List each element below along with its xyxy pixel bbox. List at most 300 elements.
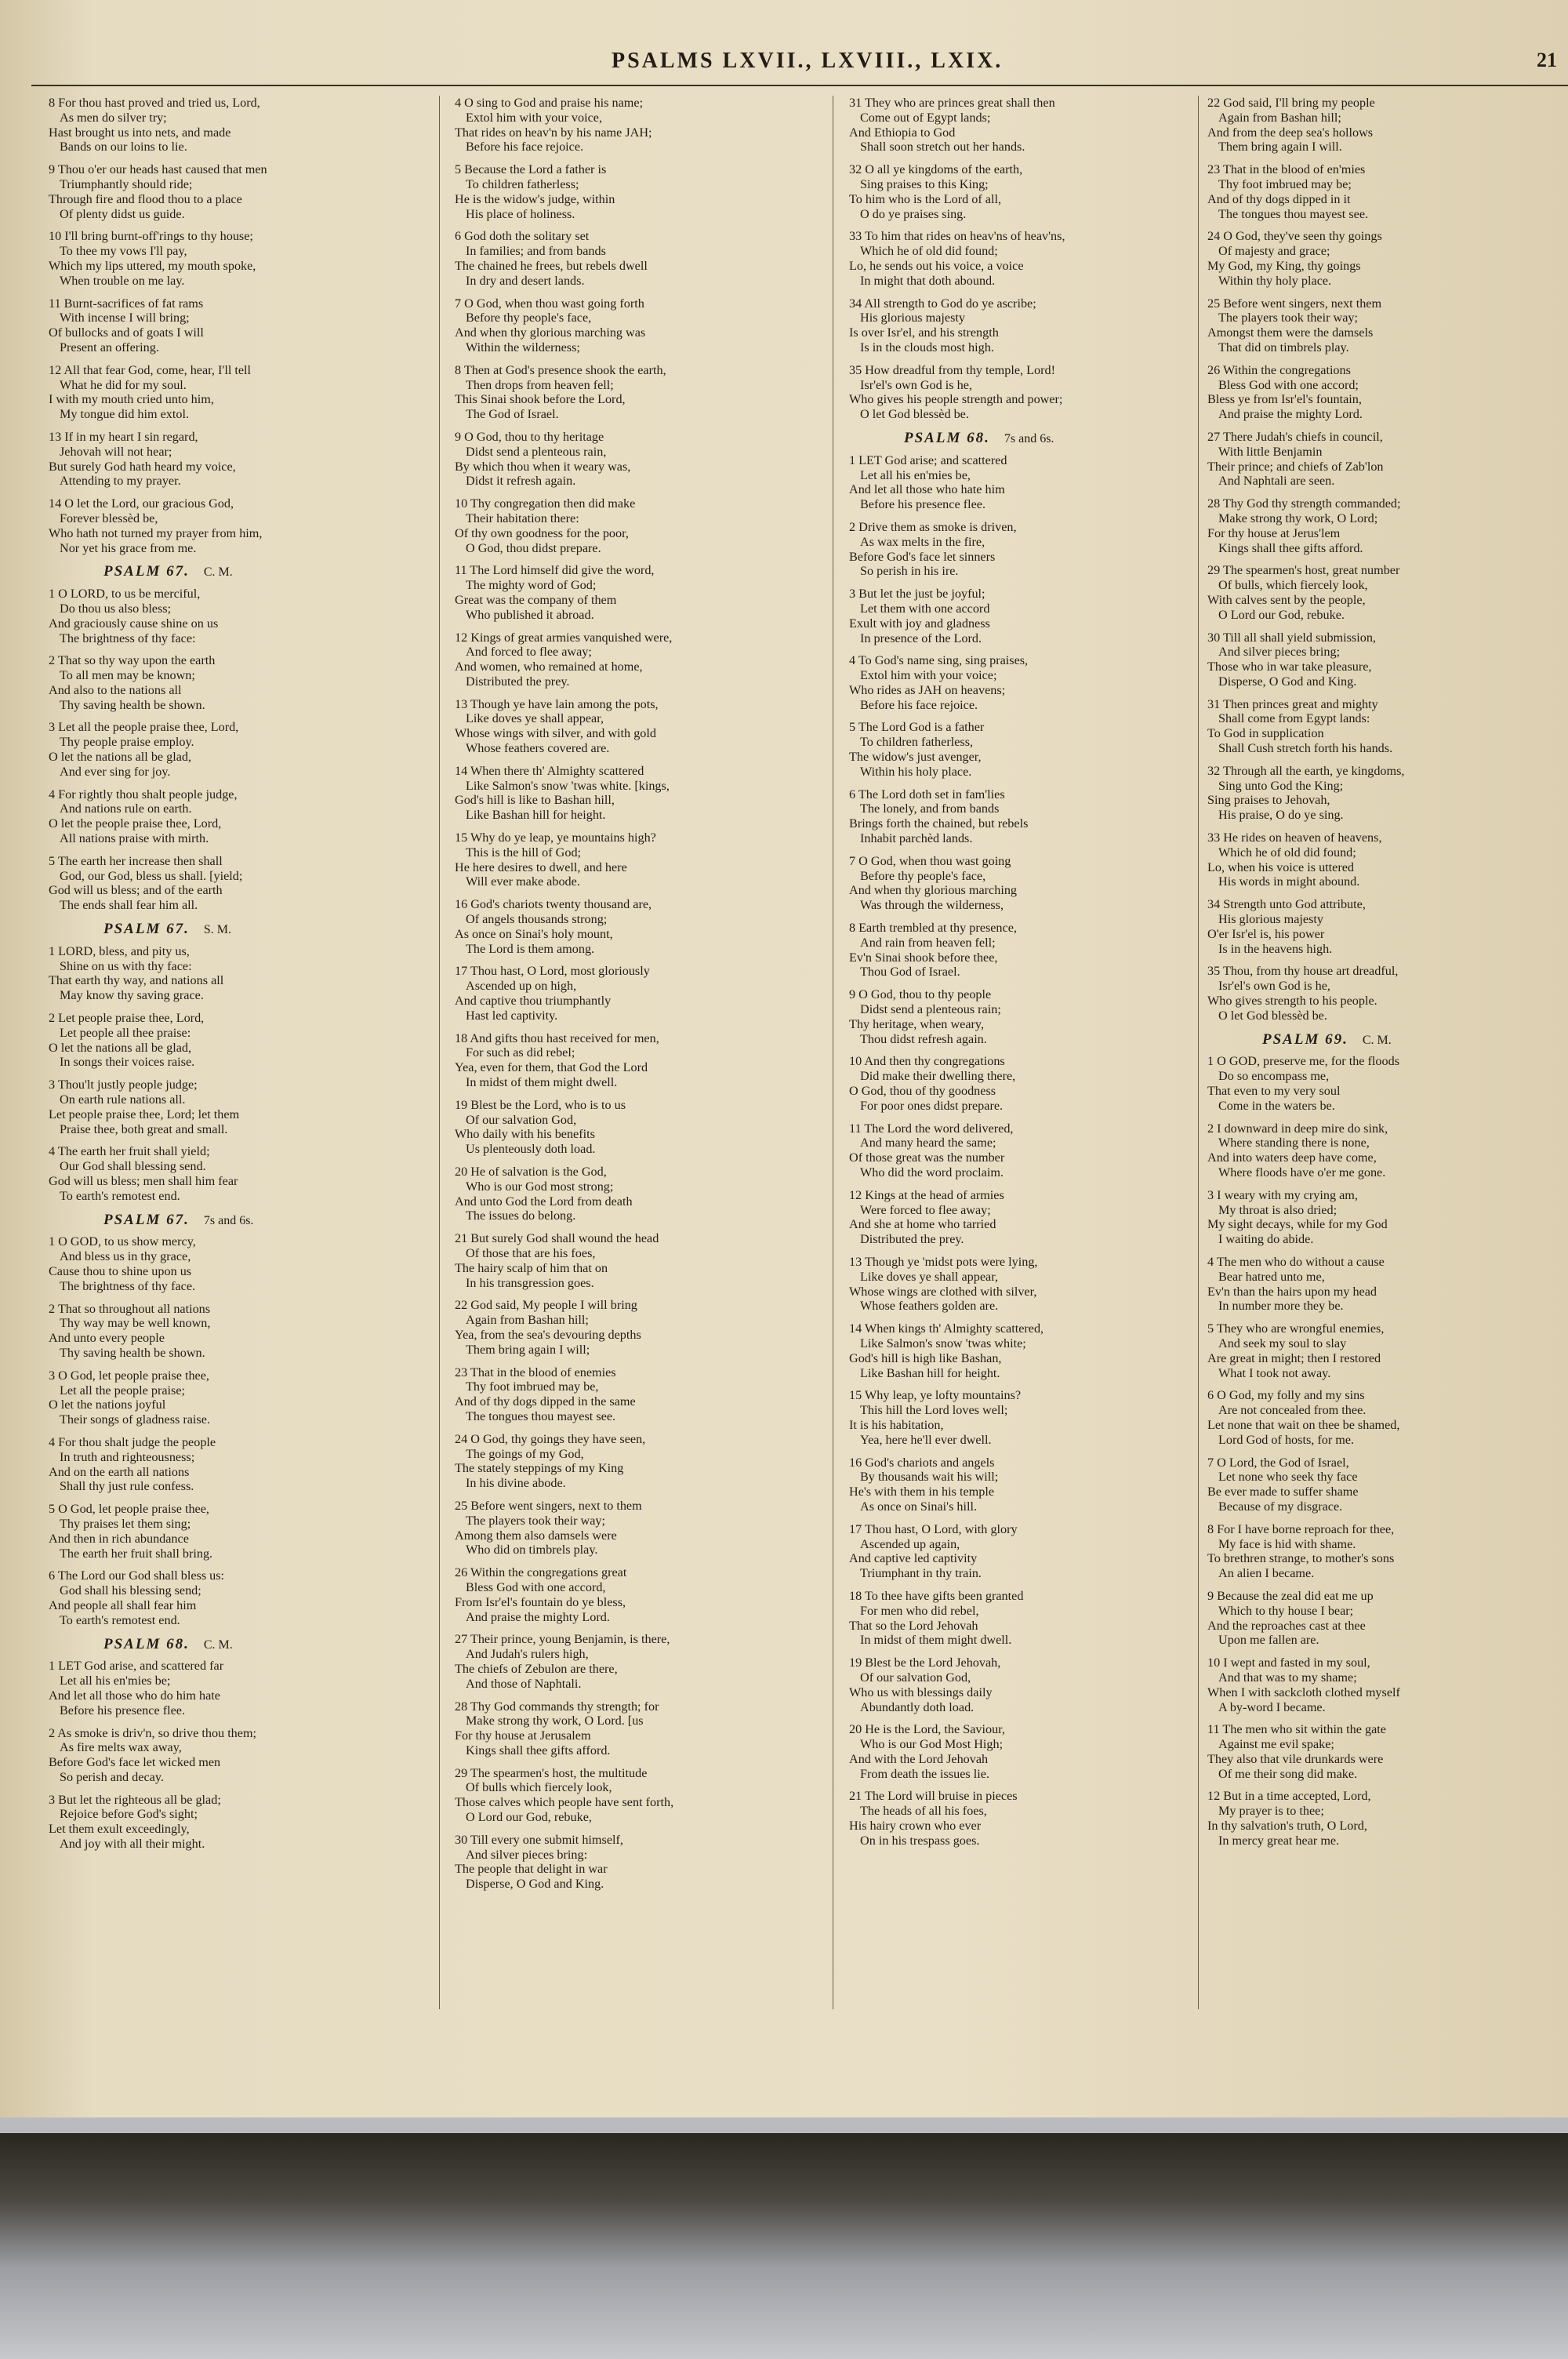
- verse-line: Before God's face let sinners: [849, 549, 996, 564]
- verse-line: And with the Lord Jehovah: [849, 1751, 989, 1766]
- psalm-heading: [1207, 1030, 1560, 1049]
- verse-line: And bless us in thy grace,: [60, 1249, 191, 1264]
- verse-line: 10 And then thy congregations: [849, 1054, 1005, 1069]
- verse-line: Of bulls which fiercely look,: [466, 1780, 612, 1795]
- verse-line: And that was to my shame;: [1218, 1670, 1357, 1685]
- verse-line: 17 Thou hast, O Lord, with glory: [849, 1521, 1018, 1536]
- verse-line: They also that vile drunkards were: [1207, 1751, 1384, 1766]
- verse-line: And nations rule on earth.: [60, 801, 192, 816]
- verse-line: The brightness of thy face:: [60, 631, 196, 645]
- verse-stanza: [1207, 964, 1560, 1023]
- verse-line: And silver pieces bring;: [1218, 645, 1341, 660]
- verse-line: Inhabit parchèd lands.: [860, 831, 973, 846]
- verse-line: And of thy dogs dipped in it: [1207, 191, 1351, 206]
- verse-line: Ev'n than the hairs upon my head: [1207, 1284, 1377, 1299]
- verse-line: 3 Let all the people praise thee, Lord,: [49, 720, 239, 735]
- verse-line: Bands on our loins to lie.: [60, 140, 187, 154]
- verse-line: That so the Lord Jehovah: [849, 1618, 978, 1633]
- verse-line: 4 O sing to God and praise his name;: [455, 96, 644, 110]
- verse-stanza: [1207, 96, 1560, 154]
- verse-line: So perish and decay.: [60, 1769, 164, 1784]
- verse-line: In songs their voices raise.: [60, 1055, 195, 1070]
- verse-line: 8 Earth trembled at thy presence,: [849, 921, 1017, 936]
- verse-line: Bless God with one accord,: [466, 1579, 606, 1594]
- verse-line: This Sinai shook before the Lord,: [455, 392, 626, 407]
- verse-line: 7 O Lord, the God of Israel,: [1207, 1455, 1349, 1470]
- verse-line: Thou God of Israel.: [860, 965, 960, 980]
- verse-stanza: [455, 1098, 808, 1157]
- verse-line: Them bring again I will.: [1218, 140, 1342, 154]
- verse-line: But surely God hath heard my voice,: [49, 459, 236, 474]
- verse-line: Whose wings are clothed with silver,: [849, 1284, 1037, 1299]
- verse-stanza: [49, 1144, 401, 1203]
- verse-stanza: [1207, 1656, 1560, 1714]
- verse-line: Present an offering.: [60, 340, 159, 354]
- verse-line: 28 Thy God thy strength commanded;: [1207, 496, 1401, 511]
- verse-line: Their habitation there:: [466, 511, 579, 525]
- verse-line: 4 For rightly thou shalt people judge,: [49, 787, 238, 801]
- verse-stanza: [1207, 1121, 1560, 1180]
- verse-line: Ascended up again,: [860, 1536, 960, 1551]
- verse-line: Whose feathers covered are.: [466, 741, 610, 756]
- verse-line: The goings of my God,: [466, 1446, 584, 1461]
- verse-line: And when thy glorious marching: [849, 883, 1018, 898]
- verse-line: Thou didst refresh again.: [860, 1031, 987, 1046]
- verse-line: To earth's remotest end.: [60, 1188, 180, 1203]
- verse-line: Come out of Egypt lands;: [860, 110, 991, 125]
- verse-line: 27 Their prince, young Benjamin, is there,: [455, 1632, 670, 1647]
- verse-line: Rejoice before God's sight;: [60, 1807, 198, 1822]
- verse-stanza: [1207, 363, 1560, 422]
- verse-line: 1 LET God arise, and scattered far: [49, 1659, 224, 1674]
- verse-line: The ends shall fear him all.: [60, 898, 198, 913]
- verse-line: Who gives his people strength and power;: [849, 392, 1063, 407]
- verse-stanza: [49, 1568, 401, 1627]
- verse-stanza: [455, 1766, 808, 1825]
- verse-stanza: [1207, 229, 1560, 288]
- verse-line: 9 Because the zeal did eat me up: [1207, 1588, 1374, 1603]
- verse-line: From death the issues lie.: [860, 1766, 989, 1781]
- column-divider: [439, 96, 440, 2009]
- verse-line: 1 LORD, bless, and pity us,: [49, 943, 190, 958]
- verse-line: What I took not away.: [1218, 1365, 1331, 1380]
- verse-line: His praise, O do ye sing.: [1218, 808, 1344, 823]
- verse-line: Didst send a plenteous rain;: [860, 1002, 1001, 1017]
- verse-line: Who is our God most strong;: [466, 1179, 614, 1194]
- verse-line: With incense I will bring;: [60, 311, 190, 325]
- verse-stanza: [849, 1188, 1202, 1247]
- verse-line: Ascended up on high,: [466, 979, 577, 994]
- verse-line: O God, thou didst prepare.: [466, 540, 601, 555]
- verse-stanza: [455, 631, 808, 689]
- verse-line: Who published it abroad.: [466, 607, 594, 622]
- verse-line: 5 The earth her increase then shall: [49, 853, 223, 868]
- verse-line: The chiefs of Zebulon are there,: [455, 1661, 618, 1676]
- verse-stanza: [849, 1522, 1202, 1581]
- verse-line: Which to thy house I bear;: [1218, 1603, 1354, 1618]
- psalm-heading: [849, 431, 1202, 447]
- verse-line: Because of my disgrace.: [1218, 1499, 1343, 1514]
- verse-line: 27 There Judah's chiefs in council,: [1207, 429, 1383, 444]
- verse-line: With calves sent by the people,: [1207, 592, 1366, 607]
- verse-line: As men do silver try;: [60, 110, 167, 125]
- verse-stanza: [49, 1302, 401, 1361]
- verse-line: Let all his en'mies be,: [860, 467, 971, 482]
- verse-line: 33 He rides on heaven of heavens,: [1207, 831, 1382, 845]
- verse-stanza: [1207, 1054, 1560, 1113]
- verse-line: He here desires to dwell, and here: [455, 860, 627, 874]
- psalm-heading: [49, 922, 401, 938]
- psalm-heading: [49, 1637, 401, 1653]
- verse-line: The stately steppings of my King: [455, 1461, 624, 1476]
- verse-line: Thy saving health be shown.: [60, 697, 205, 712]
- verse-line: 11 The Lord himself did give the word,: [455, 563, 655, 578]
- verse-line: Abundantly doth load.: [860, 1699, 975, 1714]
- verse-line: Exult with joy and gladness: [849, 616, 990, 631]
- verse-line: Didst it refresh again.: [466, 474, 576, 489]
- verse-line: God's hill is high like Bashan,: [849, 1350, 1002, 1365]
- verse-line: O do ye praises sing.: [860, 206, 967, 221]
- verse-line: 4 The men who do without a cause: [1207, 1254, 1385, 1269]
- verse-line: 24 O God, thy goings they have seen,: [455, 1431, 646, 1446]
- verse-line: 9 O God, thou to thy people: [849, 987, 992, 1002]
- verse-line: In midst of them might dwell.: [860, 1633, 1012, 1648]
- verse-line: Thy way may be well known,: [60, 1316, 211, 1331]
- verse-line: 8 For I have borne reproach for thee,: [1207, 1521, 1395, 1536]
- psalm-heading: [49, 1213, 401, 1229]
- verse-line: 14 O let the Lord, our gracious God,: [49, 496, 234, 511]
- verse-line: And unto God the Lord from death: [455, 1194, 633, 1209]
- verse-line: Against me evil spake;: [1218, 1737, 1334, 1752]
- verse-line: Which my lips uttered, my mouth spoke,: [49, 258, 256, 273]
- verse-line: Their songs of gladness raise.: [60, 1412, 210, 1427]
- verse-line: And Ethiopia to God: [849, 125, 956, 140]
- verse-line: The brightness of thy face.: [60, 1278, 196, 1293]
- verse-line: Like Salmon's snow 'twas white;: [860, 1336, 1026, 1350]
- verse-stanza: [849, 1456, 1202, 1514]
- verse-line: Hast brought us into nets, and made: [49, 125, 231, 140]
- verse-line: Of those great was the number: [849, 1150, 1005, 1165]
- verse-line: On earth rule nations all.: [60, 1092, 186, 1107]
- verse-stanza: [1207, 563, 1560, 622]
- verse-line: That rides on heav'n by his name JAH;: [455, 125, 652, 140]
- verse-stanza: [455, 1365, 808, 1424]
- psalm-heading: [49, 565, 401, 580]
- verse-line: Within the wilderness;: [466, 340, 580, 354]
- verse-stanza: [849, 1789, 1202, 1848]
- verse-line: 6 O God, my folly and my sins: [1207, 1388, 1365, 1403]
- verse-line: And Judah's rulers high,: [466, 1647, 589, 1662]
- verse-line: The players took their way;: [466, 1513, 606, 1528]
- verse-line: In his divine abode.: [466, 1476, 566, 1491]
- verse-stanza: [455, 1565, 808, 1624]
- verse-line: God's hill is like to Bashan hill,: [455, 793, 615, 808]
- verse-line: 8 For thou hast proved and tried us, Lord,: [49, 96, 260, 110]
- verse-line: 1 O LORD, to us be merciful,: [49, 587, 201, 602]
- verse-line: Amongst them were the damsels: [1207, 325, 1374, 340]
- verse-line: And seek my soul to slay: [1218, 1336, 1347, 1350]
- verse-line: 4 To God's name sing, sing praises,: [849, 653, 1029, 668]
- verse-line: In mercy great hear me.: [1218, 1833, 1340, 1848]
- verse-line: O let God blessèd be.: [860, 407, 969, 422]
- verse-line: 13 If in my heart I sin regard,: [49, 429, 198, 444]
- verse-stanza: [1207, 1789, 1560, 1848]
- verse-line: Before his presence flee.: [860, 497, 985, 512]
- verse-line: In might that doth abound.: [860, 273, 996, 288]
- verse-line: My prayer is to thee;: [1218, 1804, 1324, 1819]
- verse-line: Isr'el's own God is he,: [1218, 979, 1330, 994]
- verse-line: Be ever made to suffer shame: [1207, 1485, 1359, 1499]
- verse-line: 6 The Lord our God shall bless us:: [49, 1568, 225, 1583]
- verse-line: Shall Cush stretch forth his hands.: [1218, 741, 1393, 756]
- verse-line: Yea, here he'll ever dwell.: [860, 1432, 992, 1447]
- verse-line: 12 Kings at the head of armies: [849, 1187, 1004, 1202]
- verse-line: 1 O GOD, preserve me, for the floods: [1207, 1054, 1399, 1069]
- text-column-3: [849, 96, 1202, 1856]
- verse-line: Which he of old did found;: [1218, 845, 1356, 860]
- verse-line: 5 The Lord God is a father: [849, 720, 985, 735]
- verse-line: 24 O God, they've seen thy goings: [1207, 229, 1382, 244]
- verse-line: With little Benjamin: [1218, 444, 1323, 459]
- verse-line: Come in the waters be.: [1218, 1098, 1335, 1113]
- verse-stanza: [49, 1234, 401, 1293]
- verse-stanza: [1207, 1589, 1560, 1648]
- verse-stanza: [1207, 1388, 1560, 1447]
- psalm-title: PSALM 69.: [1262, 1030, 1348, 1048]
- verse-line: My tongue did him extol.: [60, 407, 190, 422]
- verse-line: Who gives strength to his people.: [1207, 994, 1377, 1009]
- psalm-title: PSALM 67.: [103, 1211, 190, 1228]
- verse-line: Who is our God Most High;: [860, 1737, 1004, 1752]
- verse-stanza: [49, 162, 401, 221]
- verse-line: I waiting do abide.: [1218, 1232, 1314, 1247]
- verse-stanza: [849, 720, 1202, 779]
- verse-stanza: [455, 764, 808, 823]
- verse-stanza: [849, 653, 1202, 712]
- verse-line: Isr'el's own God is he,: [860, 377, 972, 392]
- verse-line: 11 The men who sit within the gate: [1207, 1722, 1386, 1737]
- verse-line: 5 They who are wrongful enemies,: [1207, 1321, 1385, 1336]
- verse-stanza: [1207, 897, 1560, 956]
- verse-line: 25 Before went singers, next them: [1207, 296, 1382, 311]
- verse-stanza: [49, 653, 401, 712]
- verse-stanza: [849, 587, 1202, 645]
- verse-line: And let all those who hate him: [849, 482, 1005, 497]
- verse-line: Distributed the prey.: [466, 674, 570, 689]
- verse-line: Let all his en'mies be;: [60, 1674, 171, 1688]
- verse-line: Like doves ye shall appear,: [466, 711, 604, 726]
- verse-line: And let all those who do him hate: [49, 1688, 220, 1703]
- verse-stanza: [49, 944, 401, 1003]
- verse-line: The heads of all his foes,: [860, 1804, 987, 1819]
- verse-line: Who daily with his benefits: [455, 1127, 595, 1142]
- verse-stanza: [849, 1121, 1202, 1180]
- verse-line: Make strong thy work, O Lord;: [1218, 511, 1378, 525]
- verse-line: Will ever make abode.: [466, 874, 580, 889]
- verse-line: 19 Blest be the Lord Jehovah,: [849, 1656, 1001, 1670]
- verse-line: Among them also damsels were: [455, 1528, 617, 1543]
- verse-line: And people all shall fear him: [49, 1598, 197, 1612]
- verse-stanza: [455, 496, 808, 555]
- verse-line: And she at home who tarried: [849, 1217, 996, 1232]
- verse-line: That earth thy way, and nations all: [49, 973, 224, 988]
- verse-line: O let the nations all be glad,: [49, 750, 192, 765]
- verse-line: Didst send a plenteous rain,: [466, 444, 607, 459]
- verse-line: And the reproaches cast at thee: [1207, 1618, 1366, 1633]
- verse-line: And of thy dogs dipped in the same: [455, 1394, 636, 1409]
- verse-stanza: [849, 296, 1202, 355]
- verse-line: Of me their song did make.: [1218, 1766, 1358, 1781]
- verse-line: Make strong thy work, O Lord. [us: [466, 1714, 644, 1728]
- verse-stanza: [49, 430, 401, 489]
- text-column-4: [1207, 96, 1560, 1856]
- verse-line: The people that delight in war: [455, 1862, 608, 1877]
- verse-stanza: [49, 296, 401, 355]
- verse-line: God will us bless; men shall him fear: [49, 1174, 238, 1188]
- verse-stanza: [49, 229, 401, 288]
- text-column-1: [49, 96, 401, 1859]
- verse-line: Before thy people's face,: [466, 311, 592, 325]
- verse-stanza: [1207, 697, 1560, 756]
- verse-line: And into waters deep have come,: [1207, 1150, 1377, 1165]
- verse-line: To him who is the Lord of all,: [849, 191, 1001, 206]
- verse-stanza: [1207, 162, 1560, 221]
- verse-line: 13 Though ye have lain among the pots,: [455, 696, 659, 711]
- verse-stanza: [1207, 1255, 1560, 1314]
- verse-line: 21 The Lord will bruise in pieces: [849, 1789, 1018, 1804]
- verse-line: 34 All strength to God do ye ascribe;: [849, 296, 1036, 311]
- verse-line: Thy saving health be shown.: [60, 1345, 205, 1360]
- verse-line: And from the deep sea's hollows: [1207, 125, 1374, 140]
- verse-line: 3 I weary with my crying am,: [1207, 1187, 1358, 1202]
- verse-stanza: [849, 229, 1202, 288]
- verse-line: To all men may be known;: [60, 668, 195, 683]
- verse-line: In truth and righteousness;: [60, 1449, 195, 1464]
- verse-stanza: [849, 921, 1202, 980]
- verse-line: And praise the mighty Lord.: [1218, 407, 1363, 422]
- verse-line: Let them exult exceedingly,: [49, 1822, 190, 1837]
- verse-line: And captive led captivity: [849, 1551, 978, 1566]
- verse-line: By thousands wait his will;: [860, 1470, 999, 1485]
- verse-line: 25 Before went singers, next to them: [455, 1498, 642, 1513]
- verse-line: O let the people praise thee, Lord,: [49, 816, 222, 831]
- verse-stanza: [849, 1255, 1202, 1314]
- running-title: PSALMS LXVII., LXVIII., LXIX.: [612, 49, 1004, 73]
- verse-line: His glorious majesty: [860, 311, 965, 325]
- verse-line: Of those that are his foes,: [466, 1245, 596, 1260]
- psalm-meter: C. M.: [203, 565, 233, 580]
- verse-line: Jehovah will not hear;: [60, 444, 172, 459]
- verse-line: Before his face rejoice.: [860, 697, 978, 712]
- verse-line: 23 That in the blood of en'mies: [1207, 162, 1366, 177]
- verse-stanza: [49, 854, 401, 913]
- verse-line: Thy foot imbrued may be;: [1218, 176, 1352, 191]
- verse-line: 3 But let the just be joyful;: [849, 587, 985, 602]
- verse-line: 6 God doth the solitary set: [455, 229, 590, 244]
- verse-line: Let all the people praise;: [60, 1383, 186, 1398]
- verse-line: Then drops from heaven fell;: [466, 377, 614, 392]
- verse-line: Of our salvation God,: [466, 1112, 577, 1127]
- verse-line: Bless God with one accord;: [1218, 377, 1359, 392]
- verse-line: Do thou us also bless;: [60, 601, 172, 616]
- verse-line: 30 Till every one submit himself,: [455, 1832, 623, 1847]
- verse-stanza: [455, 363, 808, 422]
- verse-line: Within his holy place.: [860, 764, 972, 779]
- verse-line: Shall come from Egypt lands:: [1218, 711, 1370, 726]
- verse-line: 7 O God, when thou wast going forth: [455, 296, 644, 311]
- verse-line: And unto every people: [49, 1331, 165, 1346]
- verse-line: And rain from heaven fell;: [860, 935, 996, 950]
- verse-line: 6 The Lord doth set in fam'lies: [849, 787, 1005, 801]
- verse-stanza: [849, 1589, 1202, 1648]
- verse-line: Praise thee, both great and small.: [60, 1121, 228, 1136]
- verse-line: Did make their dwelling there,: [860, 1069, 1016, 1084]
- verse-line: Is over Isr'el, and his strength: [849, 325, 999, 340]
- verse-line: 29 The spearmen's host, great number: [1207, 563, 1400, 578]
- verse-line: The tongues thou mayest see.: [1218, 206, 1369, 221]
- verse-stanza: [49, 1502, 401, 1561]
- verse-line: This is the hill of God;: [466, 845, 582, 860]
- verse-line: O'er Isr'el is, his power: [1207, 926, 1325, 941]
- verse-line: In presence of the Lord.: [860, 631, 982, 645]
- verse-line: Thy praises let them sing;: [60, 1516, 191, 1531]
- verse-stanza: [49, 1435, 401, 1494]
- verse-line: And silver pieces bring:: [466, 1847, 588, 1862]
- verse-line: For men who did rebel,: [860, 1603, 979, 1618]
- verse-line: Where floods have o'er me gone.: [1218, 1165, 1386, 1180]
- text-column-2: [455, 96, 808, 1899]
- verse-line: God, our God, bless us shall. [yield;: [60, 868, 243, 883]
- verse-line: And on the earth all nations: [49, 1464, 190, 1479]
- verse-line: 2 Let people praise thee, Lord,: [49, 1011, 205, 1026]
- verse-line: Let people all thee praise:: [60, 1025, 191, 1040]
- verse-line: Like Salmon's snow 'twas white. [kings,: [466, 778, 670, 793]
- verse-line: 29 The spearmen's host, the multitude: [455, 1765, 648, 1780]
- verse-line: Like Bashan hill for height.: [466, 808, 606, 823]
- verse-stanza: [455, 430, 808, 489]
- verse-line: So perish in his ire.: [860, 564, 959, 579]
- verse-line: 9 O God, thou to thy heritage: [455, 429, 604, 444]
- verse-line: In thy salvation's truth, O Lord,: [1207, 1819, 1367, 1834]
- verse-line: God will us bless; and of the earth: [49, 883, 223, 898]
- verse-line: Bless ye from Isr'el's fountain,: [1207, 392, 1362, 407]
- verse-line: Us plenteously doth load.: [466, 1142, 596, 1157]
- verse-line: He's with them in his temple: [849, 1485, 995, 1499]
- verse-line: Do so encompass me,: [1218, 1069, 1330, 1084]
- verse-line: Cause thou to shine upon us: [49, 1263, 192, 1278]
- verse-line: 14 When there th' Almighty scattered: [455, 763, 644, 778]
- verse-line: In families; and from bands: [466, 244, 606, 259]
- verse-line: Which he of old did found;: [860, 244, 998, 259]
- verse-line: And Naphtali are seen.: [1218, 474, 1335, 489]
- verse-line: 22 God said, I'll bring my people: [1207, 96, 1375, 110]
- verse-line: And captive thou triumphantly: [455, 994, 612, 1009]
- verse-line: 2 Drive them as smoke is driven,: [849, 519, 1017, 534]
- verse-stanza: [1207, 1522, 1560, 1581]
- verse-line: Sing unto God the King;: [1218, 778, 1344, 793]
- verse-line: 1 LET God arise; and scattered: [849, 453, 1007, 467]
- verse-stanza: [49, 1659, 401, 1717]
- verse-line: 3 But let the righteous all be glad;: [49, 1792, 221, 1807]
- verse-line: All nations praise with mirth.: [60, 831, 209, 846]
- verse-line: 11 The Lord the word delivered,: [849, 1121, 1014, 1136]
- verse-line: 34 Strength unto God attribute,: [1207, 897, 1366, 912]
- verse-stanza: [849, 987, 1202, 1046]
- verse-stanza: [49, 787, 401, 846]
- verse-line: O God, thou of thy goodness: [849, 1084, 996, 1099]
- psalm-title: PSALM 68.: [103, 1635, 190, 1652]
- verse-line: Extol him with your voice;: [860, 668, 997, 683]
